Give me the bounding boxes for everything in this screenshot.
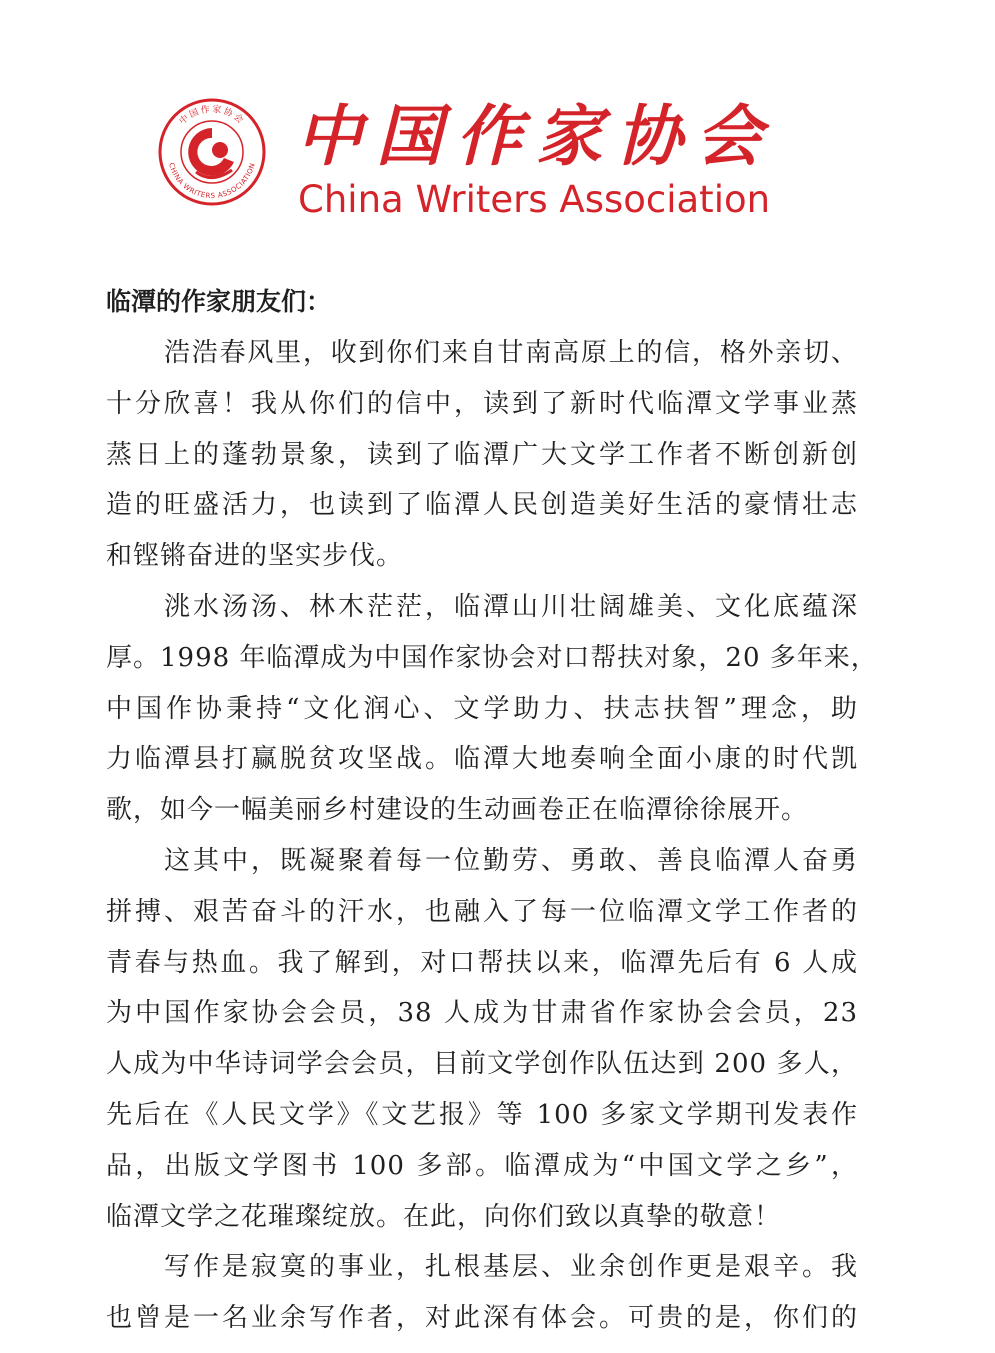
paragraph-line: 人成为中华诗词学会会员，目前文学创作队伍达到 200 多人， — [106, 1049, 858, 1080]
paragraph-line: 为中国作家协会会员，38 人成为甘肃省作家协会会员，23 — [106, 998, 858, 1029]
paragraph-line: 浩浩春风里，收到你们来自甘南高原上的信，格外亲切、 — [164, 338, 858, 368]
paragraph — [106, 1242, 858, 1344]
seal-ring-text-cn: 中国作家协会 — [177, 104, 247, 127]
letterhead — [150, 92, 790, 232]
paragraph-line: 拼搏、艰苦奋斗的汗水，也融入了每一位临潭文学工作者的 — [106, 896, 858, 927]
paragraph-line: 先后在《人民文学》《文艺报》等 100 多家文学期刊发表作 — [106, 1099, 858, 1130]
paragraph-line: 歌，如今一幅美丽乡村建设的生动画卷正在临潭徐徐展开。 — [106, 795, 809, 826]
paragraph-line: 造的旺盛活力，也读到了临潭人民创造美好生活的豪情壮志 — [106, 490, 858, 521]
paragraph-line: 也曾是一名业余写作者，对此深有体会。可贵的是，你们的 — [106, 1303, 858, 1334]
paragraph-line: 青春与热血。我了解到，对口帮扶以来，临潭先后有 6 人成 — [106, 947, 858, 978]
organization-name-english: China Writers Association — [298, 178, 771, 221]
paragraph-line: 蒸日上的蓬勃景象，读到了临潭广大文学工作者不断创新创 — [106, 439, 858, 470]
paragraph-line: 十分欣喜！我从你们的信中，读到了新时代临潭文学事业蒸 — [106, 388, 858, 419]
letter-body — [106, 276, 878, 1344]
paragraph-line: 临潭文学之花璀璨绽放。在此，向你们致以真挚的敬意！ — [106, 1201, 782, 1232]
paragraph-line: 厚。1998 年临潭成为中国作家协会对口帮扶对象，20 多年来， — [106, 642, 878, 673]
organization-name-chinese: 中国作家协会 — [296, 97, 776, 175]
paragraph — [106, 836, 858, 1242]
paragraph-line: 洮水汤汤、林木茫茫，临潭山川壮阔雄美、文化底蕴深 — [164, 591, 858, 622]
association-seal-logo — [156, 96, 268, 208]
paragraph-line: 品，出版文学图书 100 多部。临潭成为“中国文学之乡”， — [106, 1150, 858, 1181]
paragraph-line: 中国作协秉持“文化润心、文学助力、扶志扶智”理念，助 — [106, 693, 858, 724]
paragraph-line: 写作是寂寞的事业，扎根基层、业余创作更是艰辛。我 — [164, 1252, 858, 1283]
paragraph — [106, 328, 858, 582]
paragraph-line: 和铿锵奋进的坚实步伐。 — [106, 541, 404, 572]
paragraph-line: 这其中，既凝聚着每一位勤劳、勇敢、善良临潭人奋勇 — [164, 845, 858, 876]
seal-ring-text-en: CHINA WRITERS ASSOCIATION — [167, 161, 257, 201]
paragraph — [106, 582, 878, 836]
letter-salutation: 临潭的作家朋友们： — [106, 287, 332, 316]
paragraph-line: 力临潭县打赢脱贫攻坚战。临潭大地奏响全面小康的时代凯 — [106, 744, 858, 775]
